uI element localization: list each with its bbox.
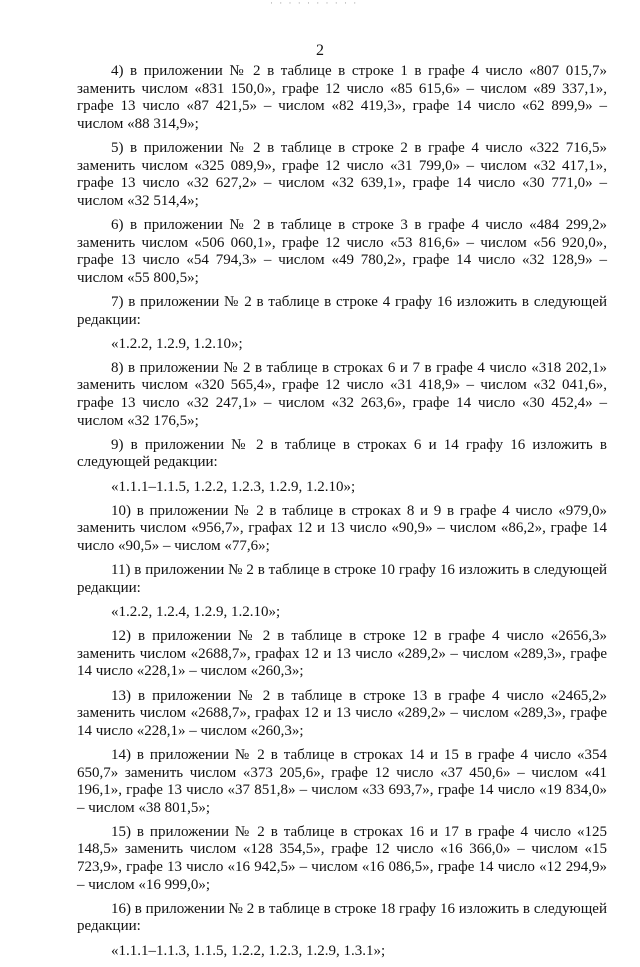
paragraph-item-16: 16) в приложении № 2 в таблице в строке 18 графу 16 изложить в следующей редакции:: [77, 900, 607, 935]
page-number: 2: [316, 42, 324, 59]
scan-artifact: · · · · · · · · · ·: [270, 0, 359, 6]
paragraph-item-4: 4) в приложении № 2 в таблице в строке 1 в графе 4 число «807 015,7» заменить числом «831 150,0», графе 12 число «85 615,6» – числом «89 337,1», графе 13 число «87 421,5» – числом «82 419,3», графе 14 число «62 899,9» – числом «88 314,9»;: [77, 63, 607, 132]
paragraph-item-8: 8) в приложении № 2 в таблице в строках 6 и 7 в графе 4 число «318 202,1» заменить числом «320 565,4», графе 12 число «31 418,9» – числом «32 041,6», графе 13 число «32 247,1» – числом «32 263,6», графе 14 число «30 452,4» – числом «32 176,5»;: [77, 359, 607, 429]
paragraph-item-15: 15) в приложении № 2 в таблице в строках 16 и 17 в графе 4 число «125 148,5» заменить числом «128 354,5», графе 12 число «16 366,0» – числом «15 723,9», графе 13 число «16 942,5» – числом «16 086,5», графе 14 число «12 294,9» – числом «16 999,0»;: [77, 823, 607, 893]
quoted-text-item-7: «1.2.2, 1.2.9, 1.2.10»;: [111, 335, 243, 352]
quoted-text-item-9: «1.1.1–1.1.5, 1.2.2, 1.2.3, 1.2.9, 1.2.10»;: [111, 478, 356, 495]
paragraph-item-10: 10) в приложении № 2 в таблице в строках 8 и 9 в графе 4 число «979,0» заменить числом «956,7», графах 12 и 13 число «90,9» – числом «86,2», графе 14 число «90,5» – числом «77,6»;: [77, 502, 607, 554]
paragraph-item-13: 13) в приложении № 2 в таблице в строке 13 в графе 4 число «2465,2» заменить числом «2688,7», графах 12 и 13 число «289,2» – числом «289,3», графе 14 число «228,1» – числом «260,3»;: [77, 687, 607, 739]
paragraph-item-14: 14) в приложении № 2 в таблице в строках 14 и 15 в графе 4 число «354 650,7» заменить числом «373 205,6», графе 12 число «37 450,6» – числом «41 196,1», графе 13 число «37 851,8» – числом «33 693,7», графе 14 число «19 834,0» – числом «38 801,5»;: [77, 746, 607, 816]
paragraph-item-7: 7) в приложении № 2 в таблице в строке 4 графу 16 изложить в следующей редакции:: [77, 293, 607, 328]
paragraph-item-6: 6) в приложении № 2 в таблице в строке 3 в графе 4 число «484 299,2» заменить числом «506 060,1», графе 12 число «53 816,6» – числом «56 920,0», графе 13 число «54 794,3» – числом «49 780,2», графе 14 число «32 128,9» – числом «55 800,5»;: [77, 216, 607, 286]
paragraph-item-12: 12) в приложении № 2 в таблице в строке 12 в графе 4 число «2656,3» заменить числом «2688,7», графах 12 и 13 число «289,2» – числом «289,3», графе 14 число «228,1» – числом «260,3»;: [77, 628, 607, 680]
quoted-text-item-11: «1.2.2, 1.2.4, 1.2.9, 1.2.10»;: [111, 603, 281, 620]
quoted-text-item-16: «1.1.1–1.1.3, 1.1.5, 1.2.2, 1.2.3, 1.2.9, 1.3.1»;: [111, 942, 386, 959]
paragraph-item-11: 11) в приложении № 2 в таблице в строке 10 графу 16 изложить в следующей редакции:: [77, 562, 607, 596]
paragraph-item-5: 5) в приложении № 2 в таблице в строке 2 в графе 4 число «322 716,5» заменить числом «325 089,9», графе 12 число «31 799,0» – числом «32 417,1», графе 13 число «32 627,2» – числом «32 639,1», графе 14 число «30 771,0» – числом «32 514,4»;: [77, 139, 607, 209]
paragraph-item-9: 9) в приложении № 2 в таблице в строках 6 и 14 графу 16 изложить в следующей редакции:: [77, 436, 607, 471]
document-body: [77, 63, 607, 967]
